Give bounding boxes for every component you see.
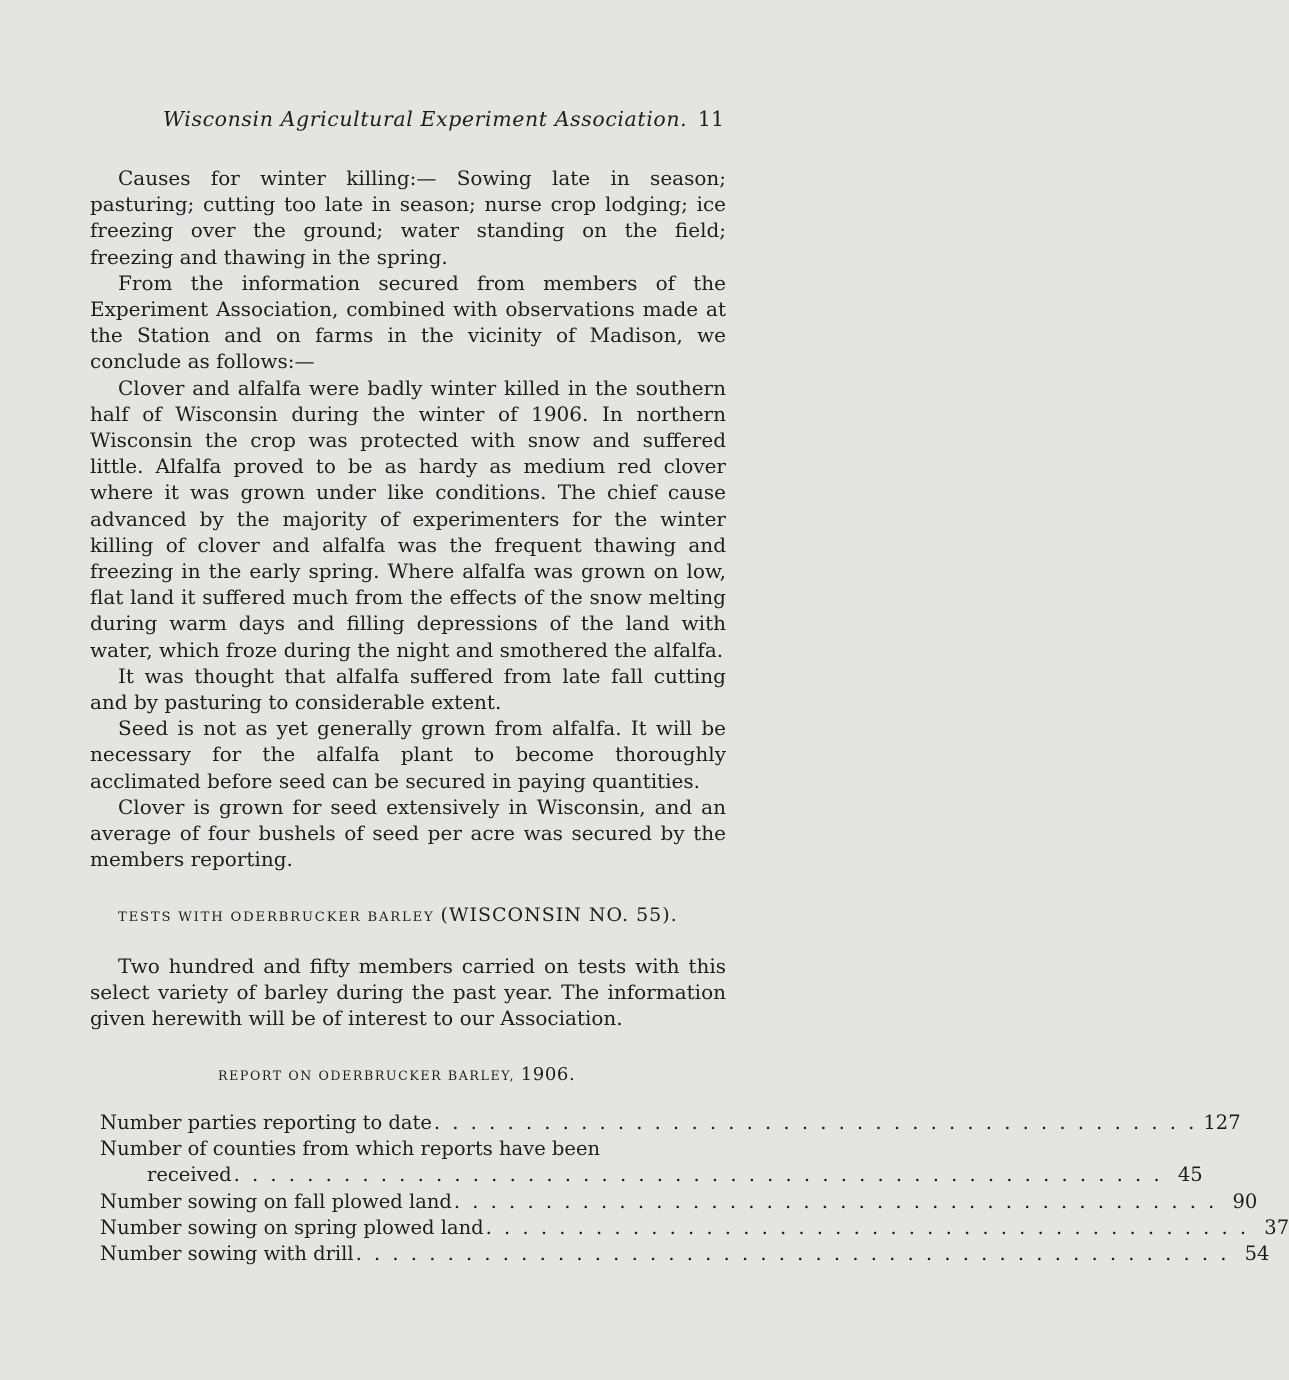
leader-dots: . . . . . . . . . . . . . . . . . . . . . . . . . . . . . . . . . . . . . . . . . . xyxy=(453,1189,1218,1213)
section-heading-variety: (WISCONSIN NO. 55). xyxy=(440,904,678,926)
report-year: 1906. xyxy=(520,1064,576,1085)
report-row-value: 37 xyxy=(1264,1215,1289,1239)
report-row xyxy=(100,1215,1289,1241)
leader-dots: . . . . . . . . . . . . . . . . . . . . . . . . . . . . . . . . . . . . . . . . . . . . . . . . xyxy=(355,1241,1230,1265)
report-row xyxy=(100,1110,1241,1136)
report-row xyxy=(100,1241,1270,1267)
report-row-label: Number sowing on spring plowed land xyxy=(100,1215,484,1239)
page-number: 11 xyxy=(697,107,724,131)
running-title: Wisconsin Agricultural Experiment Association. xyxy=(163,107,688,131)
paragraph: Seed is not as yet generally grown from alfalfa. It will be necessary for the alfalfa plant to become thoroughly acclimated before seed can be secured in paying quantities. xyxy=(90,716,726,793)
report-table xyxy=(100,1110,1289,1267)
section-heading xyxy=(118,903,738,930)
report-title-text: REPORT ON ODERBRUCKER BARLEY, xyxy=(218,1068,516,1083)
report-row xyxy=(100,1189,1258,1215)
report-row xyxy=(100,1136,700,1162)
paragraph: From the information secured from members of the Experiment Association, combined with observations made at the Station and on farms in the vicinity of Madison, we conclude as follows:— xyxy=(90,270,726,374)
section-heading-text: TESTS WITH ODERBRUCKER BARLEY xyxy=(118,910,435,925)
report-row-value: 90 xyxy=(1232,1189,1258,1213)
section-intro-block xyxy=(90,953,726,1032)
paragraph: Clover and alfalfa were badly winter killed in the southern half of Wisconsin during the winter of 1906. In northern Wisconsin the crop was protected with snow and suffered little. Alfalfa proved to be as hardy as medium red clover where it was grown under like conditions. The chief cause advanced by the majority of experimenters for the winter killing of clover and alfalfa was the frequent thawing and freezing in the early spring. Where alfalfa was grown on low, flat land it suffered much from the effects of the snow melting during warm days and filling depressions of the land with water, which froze during the night and smothered the alfalfa. xyxy=(90,375,726,662)
paragraph: It was thought that alfalfa suffered from late fall cutting and by pasturing to considerable extent. xyxy=(90,663,726,715)
section-intro: Two hundred and fifty members carried on tests with this select variety of barley during the past year. The information given herewith will be of interest to our Association. xyxy=(90,954,726,1031)
report-row-value: 45 xyxy=(1177,1163,1203,1187)
report-row-label-continuation: received xyxy=(147,1163,232,1187)
leader-dots: . . . . . . . . . . . . . . . . . . . . . . . . . . . . . . . . . . . . . . . . . . . . . . . . . . . xyxy=(233,1163,1163,1187)
report-row-continuation xyxy=(100,1162,1203,1188)
leader-dots: . . . . . . . . . . . . . . . . . . . . . . . . . . . . . . . . . . . . . . . . . . xyxy=(485,1215,1250,1239)
report-row-value: 54 xyxy=(1244,1241,1270,1265)
paragraph: Causes for winter killing:— Sowing late in season; pasturing; cutting too late in season; nurse crop lodging; ice freezing over the ground; water standing on the field; freezing and thawing in the spring. xyxy=(90,166,726,269)
report-row-label: Number of counties from which reports have been xyxy=(100,1137,601,1161)
report-row-value: 127 xyxy=(1203,1111,1241,1134)
paragraph: Clover is grown for seed extensively in Wisconsin, and an average of four bushels of seed per acre was secured by the members reporting. xyxy=(90,794,726,872)
page-header xyxy=(163,106,730,132)
report-row-label: Number sowing with drill xyxy=(100,1241,354,1265)
report-row-label: Number sowing on fall plowed land xyxy=(100,1189,452,1213)
report-row-label: Number parties reporting to date xyxy=(100,1111,432,1134)
body-text xyxy=(90,165,726,872)
report-title xyxy=(218,1064,658,1087)
leader-dots: . . . . . . . . . . . . . . . . . . . . . . . . . . . . . . . . . . . . . . . . . . xyxy=(433,1111,1198,1134)
